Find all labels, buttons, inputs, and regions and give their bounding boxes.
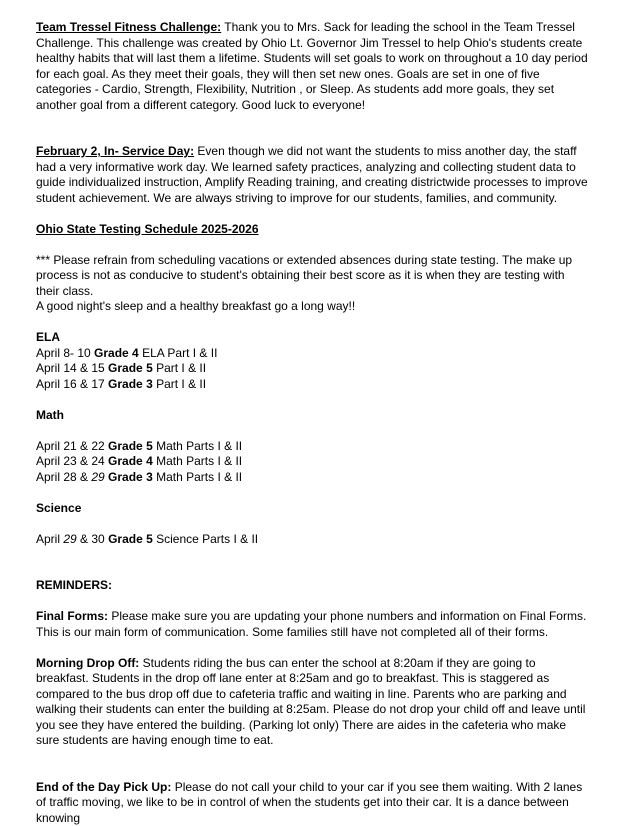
testing-note-breakfast: A good night's sleep and a healthy breakfast go a long way!! (36, 299, 588, 315)
fitness-section (36, 20, 588, 113)
inservice-body: Even though we did not want the students to miss another day, the staff had a very informative work day. We learned safety practices, analyzing and collecting student data to guide individualized instruction, Amplify Reading training, and creating districtwide processes to improve student achievement. We are always striving to improve for our students, families, and community. (36, 144, 588, 205)
inservice-heading: February 2, In- Service Day: (36, 144, 194, 158)
schedule-row: April 14 & 15 Grade 5 Part I & II (36, 361, 588, 377)
schedule-row: April 29 & 30 Grade 5 Science Parts I & II (36, 532, 588, 548)
testing-heading: Ohio State Testing Schedule 2025-2026 (36, 222, 588, 238)
math-title: Math (36, 408, 588, 424)
final-forms-reminder: Final Forms: Please make sure you are updating your phone numbers and information on Final Forms. This is our main form of communication. Some families still have not completed all of their forms. (36, 609, 588, 640)
science-title: Science (36, 501, 588, 517)
schedule-row: April 8- 10 Grade 4 ELA Part I & II (36, 346, 588, 362)
schedule-row: April 16 & 17 Grade 3 Part I & II (36, 377, 588, 393)
ela-schedule (36, 330, 588, 392)
testing-note: *** Please refrain from scheduling vacations or extended absences during state testing. The make up process is not as conducive to student's obtaining their best score as it is when they are testing with their class. (36, 253, 588, 300)
pick-up-reminder: End of the Day Pick Up: Please do not call your child to your car if you see them waiting. With 2 lanes of traffic moving, we like to be in control of when the students get into their car. It is a dance between knowing (36, 780, 588, 826)
drop-off-reminder: Morning Drop Off: Students riding the bus can enter the school at 8:20am if they are going to breakfast. Students in the drop off lane enter at 8:25am and go to breakfast. This is staggered as compared to the bus drop off due to cafeteria traffic and waiting in line. Parents who are parking and walking their students can enter the building at 8:25am. Please do not drop your child off and leave until you see they have entered the building. (Parking lot only) There are aides in the cafeteria who make sure students are having enough time to eat. (36, 656, 588, 749)
schedule-row: April 28 & 29 Grade 3 Math Parts I & II (36, 470, 588, 486)
ela-title: ELA (36, 330, 588, 346)
schedule-row: April 21 & 22 Grade 5 Math Parts I & II (36, 439, 588, 455)
math-schedule (36, 408, 588, 486)
schedule-row: April 23 & 24 Grade 4 Math Parts I & II (36, 454, 588, 470)
fitness-heading: Team Tressel Fitness Challenge: (36, 20, 221, 34)
science-schedule (36, 501, 588, 548)
inservice-section (36, 144, 588, 206)
newsletter-page (36, 20, 588, 826)
reminders-heading: REMINDERS: (36, 578, 588, 594)
fitness-body: Thank you to Mrs. Sack for leading the school in the Team Tressel Challenge. This challenge was created by Ohio Lt. Governor Jim Tressel to help Ohio's students create healthy habits that will last them a lifetime. Students will set goals to work on throughout a 10 day period for each goal. As they meet their goals, they will then set new ones. Goals are set in one of five categories - Cardio, Strength, Flexibility, Nutrition , or Sleep. As students add more goals, they set another goal from a different category. Good luck to everyone! (36, 20, 588, 112)
